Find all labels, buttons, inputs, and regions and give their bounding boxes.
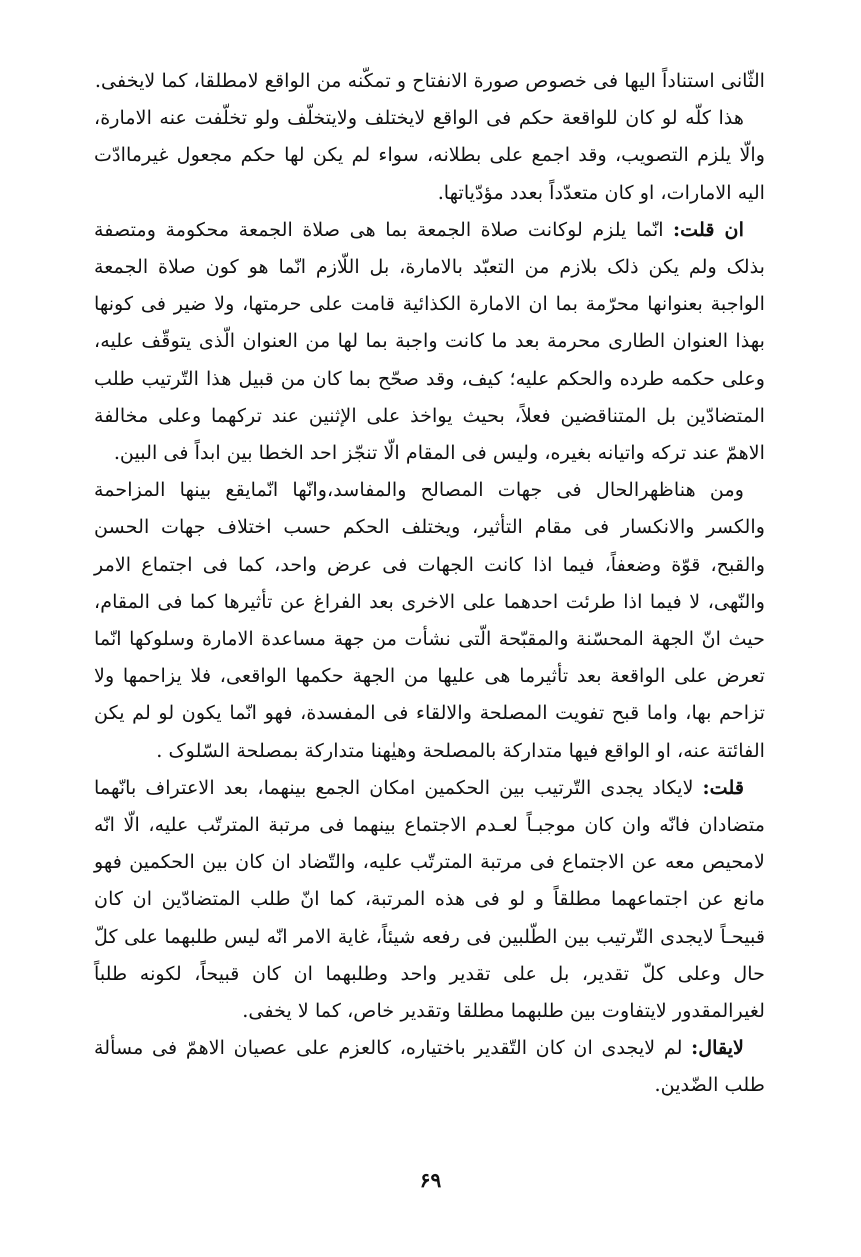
paragraph-3-text: انّما یلزم لوکانت صلاة الجمعة بما هی صلاة الجمعة محکومة ومتصفة بذلک ولم یکن ذلک بلازم من التعبّد بالامارة، بل اللّازم انّما هو کون صلاة الجمعة الواجبة بعنوانها محرّمة بما ان الامارة الکذائیة قامت علی حرمتها، ولا ضیر فی کونها بهذا العنوان الطاری محرمة بعد ما کانت واجبة بما لها من العنوان الّذی یتوقّف علیه، وعلی حکمه طرده والحکم علیه؛ کیف، وقد صحّح بما کان من قبیل هذا التّرتیب طلب المتضادّین بل المتناقضین فعلاً، بحیث یواخذ علی الإثنین عند ترکهما وعلی مخالفة الاهمّ عند ترکه واتیانه بغیره، ولیس فی المقام الّا تنجّز احد الخطا بین ابداً فی البین. xyxy=(94,217,765,465)
paragraph-5-text: لایکاد یجدی التّرتیب بین الحکمین امکان الجمع بینهما، بعد الاعتراف بانّهما متضادان فانّه وان کان موجبـاً لعـدم الاجتماع بینهما فی مرتبة المترتّب علیه، الّا انّه لامحیص معه عن الاجتماع فی مرتبة المترتّب علیه، والتّضاد ان کان بین الحکمین فهو مانع عن اجتماعهما مطلقاً و لو فی هذه المرتبة، کما انّ طلب المتضادّین ان کان قبیحـاً لایجدی التّرتیب بین الطّلبین فی رفعه شیئاً، غایة الامر انّه لیس طلبهما علی کلّ حال وعلی کلّ تقدیر، بل علی تقدیر واحد وطلبهما ان کان قبیحاً، لکونه طلباً لغیرالمقدور لایتفاوت بین طلبهما مطلقا وتقدیر خاص، کما لا یخفی. xyxy=(94,775,765,1023)
paragraph-6-text: لم لایجدی ان کان التّقدیر باختیاره، کالعزم علی عصیان الاهمّ فی مسألة طلب الضّدین. xyxy=(94,1036,765,1097)
paragraph-2-text: هذا کلّه لو کان للواقعة حکم فی الواقع لایختلف ولایتخلّف ولو تخلّفت عنه الامارة، والّا یلزم التصویب، وقد اجمع علی بطلانه، سواء لم یکن لها حکم مجعول غیرماادّت الیه الامارات، او کان متعدّداً بعدد مؤدّیاتها. xyxy=(94,106,765,204)
paragraph-6 xyxy=(94,1029,765,1103)
paragraph-2 xyxy=(94,99,765,211)
paragraph-5 xyxy=(94,769,765,1029)
paragraph-3 xyxy=(94,211,765,471)
paragraph-3-lead: ان قلت: xyxy=(673,217,744,241)
paragraph-4 xyxy=(94,471,765,769)
paragraph-1 xyxy=(94,62,765,99)
paragraph-5-lead: قلت: xyxy=(702,775,744,799)
page-number: ۶۹ xyxy=(419,1168,442,1192)
paragraph-4-text: ومن هناظهرالحال فی جهات المصالح والمفاسد،وانّها انّمایقع بینها المزاحمة والکسر والانکسار فی مقام التأثیر، ویختلف الحکم حسب اختلاف جهات الحسن والقبح، قوّة وضعفاً، فیما اذا کانت الجهات فی عرض واحد، کما فی اجتماع الامر والنّهی، لا فیما اذا طرئت احدهما علی الاخری بعد الفراغ عن تأثیرها کما فی المقام، حیث انّ الجهة المحسّنة والمقبّحة الّتی نشأت من جهة مساعدة الامارة وسلوکها انّما تعرض علی الواقعة بعد تأثیرما هی علیها من الجهة حکمها الواقعی، فلا یزاحمها ولا تزاحم بها، واما قبح تفویت المصلحة والالقاء فی المفسدة، فهو انّما یکون لو لم یکن الفائتة عنه، او الواقع فیها متدارکة بالمصلحة وهیٰهنا متدارکة بمصلحة السّلوک . xyxy=(94,478,765,762)
paragraph-6-lead: لایقال: xyxy=(691,1036,744,1060)
paragraph-1-text: الثّانی استناداً الیها فی خصوص صورة الانفتاح و تمکّنه من الواقع لامطلقا، کما لایخفی. xyxy=(94,69,765,92)
